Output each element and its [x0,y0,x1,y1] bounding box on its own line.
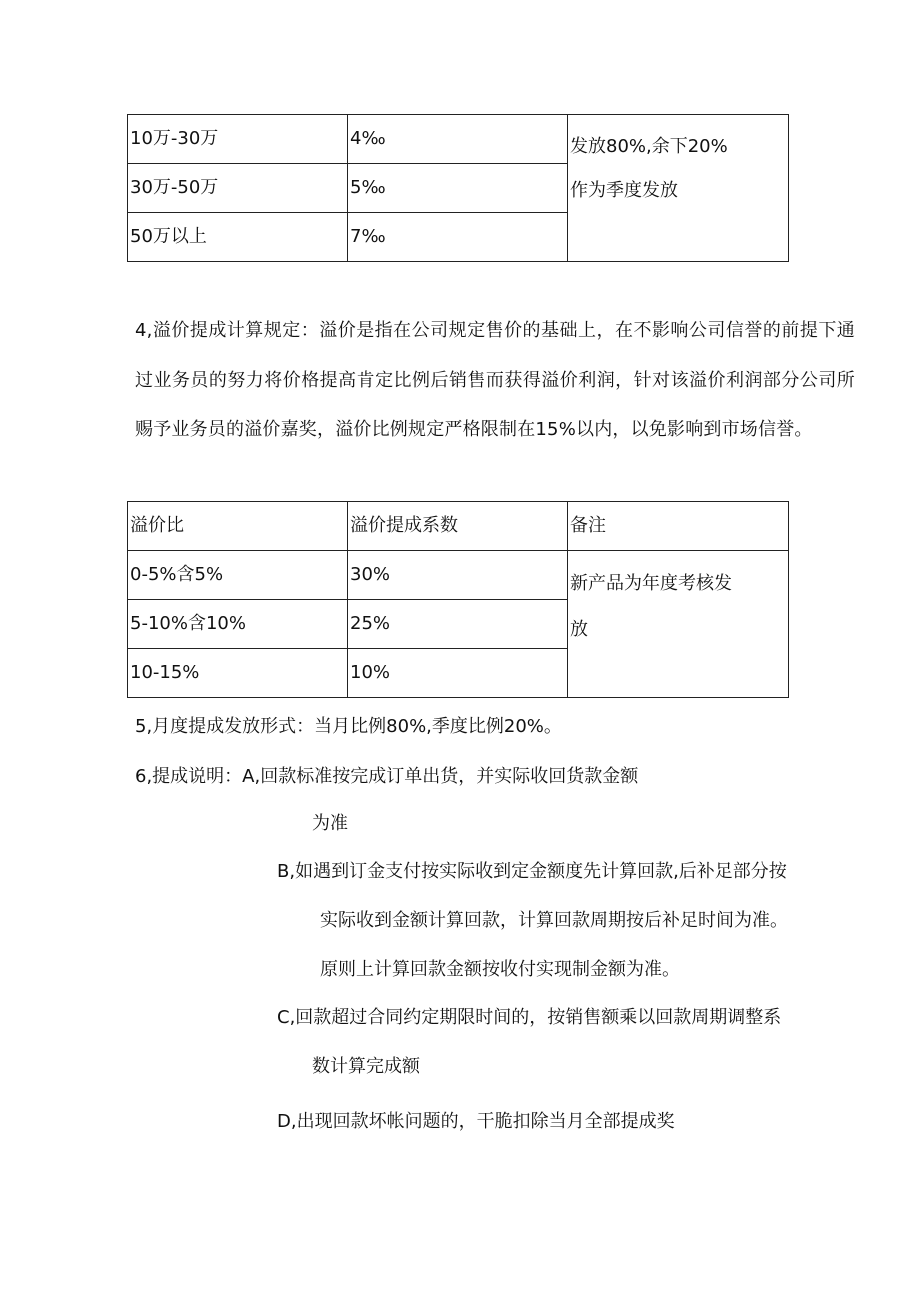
note-cell [568,551,789,698]
ratio-cell: 10-15% [128,649,348,698]
table-header-row [128,502,789,551]
section-6-a-line-1: 6,提成说明：A,回款标准按完成订单出货，并实际收回货款金额 [135,766,639,787]
rate-cell: 7‰ [348,213,568,262]
premium-ratio-table [127,501,789,698]
note-line: 作为季度发放 [570,180,678,201]
note-line: 新产品为年度考核发 [570,573,732,594]
range-cell: 30万-50万 [128,164,348,213]
header-note: 备注 [568,502,789,551]
section-6-b-line-2: 实际收到金额计算回款，计算回款周期按后补足时间为准。 [320,910,788,931]
section-6-b-line-1: B,如遇到订金支付按实际收到定金额度先计算回款,后补足部分按 [277,861,787,882]
section-6-c-line-1: C,回款超过合同约定期限时间的，按销售额乘以回款周期调整系 [277,1007,782,1028]
ratio-cell: 0-5%含5% [128,551,348,600]
section-6-d-line-1: D,出现回款坏帐问题的，干脆扣除当月全部提成奖 [277,1111,675,1132]
header-coef: 溢价提成系数 [348,502,568,551]
coef-cell: 30% [348,551,568,600]
commission-rate-table [127,114,789,262]
coef-cell: 25% [348,600,568,649]
section-4-paragraph: 4,溢价提成计算规定：溢价是指在公司规定售价的基础上，在不影响公司信誉的前提下通过业务员的努力将价格提高肯定比例后销售而获得溢价利润，针对该溢价利润部分公司所赐予业务员的溢价嘉奖，溢价比例规定严格限制在15%以内，以免影响到市场信誉。 [135,320,855,440]
table-row [128,551,789,600]
rate-cell: 5‰ [348,164,568,213]
range-cell: 50万以上 [128,213,348,262]
note-line: 发放80%,余下20% [570,136,728,157]
note-line: 放 [570,619,588,640]
note-cell [568,115,789,262]
header-ratio: 溢价比 [128,502,348,551]
section-5-line: 5,月度提成发放形式：当月比例80%,季度比例20%。 [135,716,562,737]
range-cell: 10万-30万 [128,115,348,164]
section-6-c-line-2: 数计算完成额 [312,1056,420,1077]
table-row [128,115,789,164]
coef-cell: 10% [348,649,568,698]
rate-cell: 4‰ [348,115,568,164]
section-6-b-line-3: 原则上计算回款金额按收付实现制金额为准。 [320,959,680,980]
ratio-cell: 5-10%含10% [128,600,348,649]
section-6-a-line-2: 为准 [312,813,348,834]
